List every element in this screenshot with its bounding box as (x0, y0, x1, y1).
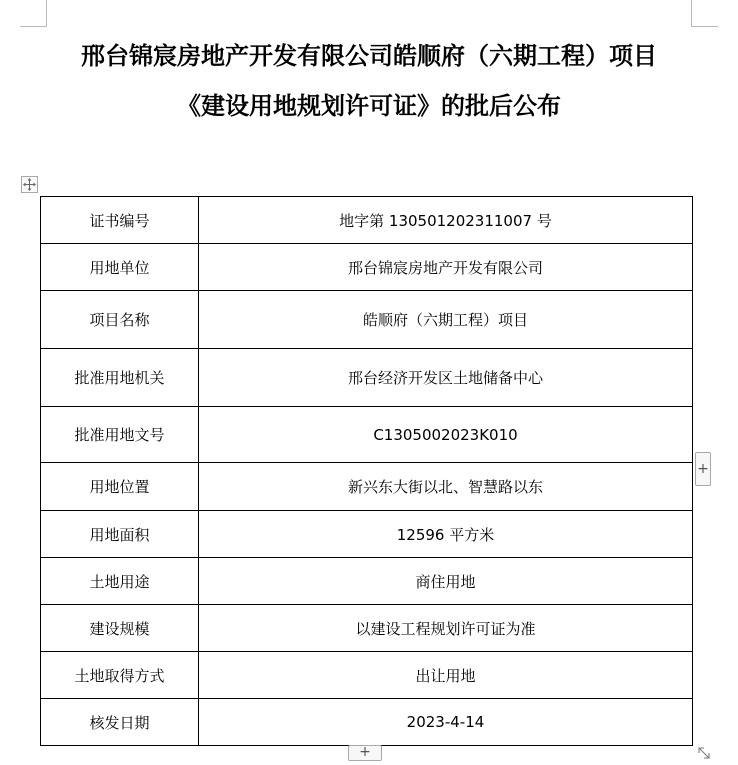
row-value: 地字第 130501202311007 号 (199, 197, 693, 244)
plus-icon: + (359, 744, 371, 760)
table-row (41, 349, 693, 407)
page-corner-top-right (691, 0, 718, 27)
row-label: 用地面积 (41, 511, 199, 558)
row-value: 出让用地 (199, 652, 693, 699)
row-label: 土地用途 (41, 558, 199, 605)
plus-icon: + (697, 461, 709, 477)
table-row (41, 197, 693, 244)
row-value: 以建设工程规划许可证为准 (199, 605, 693, 652)
table-row (41, 652, 693, 699)
row-value: 2023-4-14 (199, 699, 693, 746)
row-value: C1305002023K010 (199, 407, 693, 463)
row-label: 批准用地机关 (41, 349, 199, 407)
table-row (41, 463, 693, 511)
row-value: 商住用地 (199, 558, 693, 605)
row-value: 新兴东大街以北、智慧路以东 (199, 463, 693, 511)
row-value: 邢台锦宸房地产开发有限公司 (199, 244, 693, 291)
row-label: 批准用地文号 (41, 407, 199, 463)
table-row (41, 407, 693, 463)
row-label: 核发日期 (41, 699, 199, 746)
table-row (41, 291, 693, 349)
row-value: 皓顺府（六期工程）项目 (199, 291, 693, 349)
page-corner-top-left (20, 0, 47, 27)
table-row (41, 699, 693, 746)
add-column-button[interactable] (695, 452, 711, 486)
permit-table (40, 196, 693, 746)
row-label: 项目名称 (41, 291, 199, 349)
table-resize-icon[interactable] (696, 745, 712, 761)
table-row (41, 558, 693, 605)
row-label: 用地单位 (41, 244, 199, 291)
row-value: 12596 平方米 (199, 511, 693, 558)
table-row (41, 605, 693, 652)
table-row (41, 244, 693, 291)
row-label: 土地取得方式 (41, 652, 199, 699)
document-title-line-1: 邢台锦宸房地产开发有限公司皓顺府（六期工程）项目 (81, 42, 657, 70)
add-row-button[interactable] (348, 745, 382, 761)
table-row (41, 511, 693, 558)
row-label: 证书编号 (41, 197, 199, 244)
table-move-icon[interactable] (21, 176, 38, 193)
row-label: 用地位置 (41, 463, 199, 511)
document-title-line-2: 《建设用地规划许可证》的批后公布 (177, 92, 561, 120)
row-value: 邢台经济开发区土地储备中心 (199, 349, 693, 407)
row-label: 建设规模 (41, 605, 199, 652)
